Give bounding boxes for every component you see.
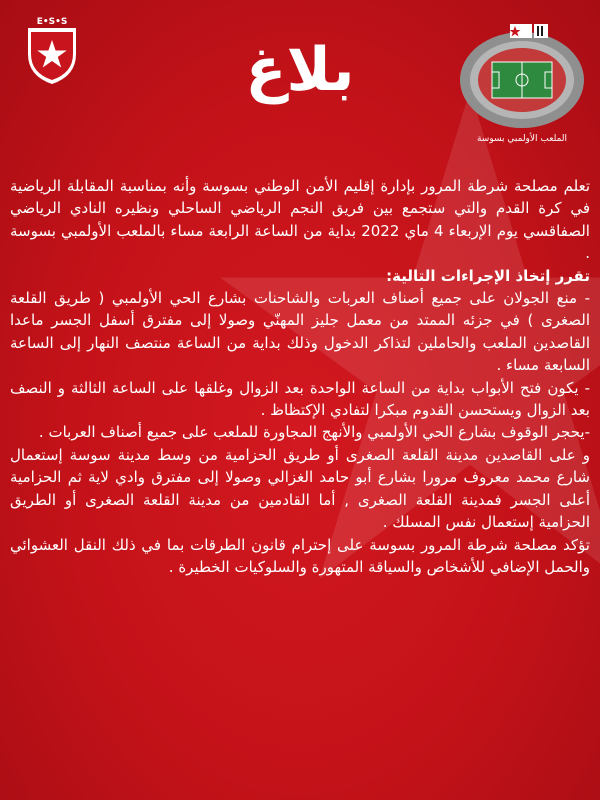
club-logo-text: E•S•S [36, 17, 68, 27]
measure-gates: - يكون فتح الأبواب بداية من الساعة الواحدة بعد الزوال وغلقها على الساعة الثالثة و النصف بعد الزوال ويستحسن القدوم مبكرا لتفادي الإكتظاظ . [10, 378, 590, 420]
measure-traffic-ban: - منع الجولان على جميع أصناف العربات والشاحنات بشارع الحي الأولمبي ( طريق القلعة الصغرى ) في جزئه الممتد من معمل جليز المهنّي وصولا إلى مفترق أسفل الجسر ماعدا القاصدين الملعب والحاملين لتذاكر الدخول وذلك بداية من الساعة منتصف النهار إلى الساعة السابعة مساء . [10, 289, 590, 375]
page-title: بلاغ [245, 35, 355, 105]
stadium-caption: الملعب الأولمبي بسوسة [476, 134, 568, 144]
closing-paragraph: تؤكد مصلحة شرطة المرور بسوسة على إحترام قانون الطرقات بما في ذلك النقل العشوائي والحمل الإضافي للأشخاص والسياقة المتهورة والسلوكيات الخطيرة . [10, 535, 590, 576]
measure-parking-ban: -يحجر الوقوف بشارع الحي الأولمبي والأنهج المجاورة للملعب على جميع أصناف العربات . [38, 423, 590, 442]
announcement-body [10, 175, 590, 578]
intro-paragraph: تعلم مصلحة شرطة المرور بإدارة إقليم الأمن الوطني بسوسة وأنه بمناسبة المقابلة الرياضية في كرة القدم والتي ستجمع بين فريق النجم الرياضي الساحلي ونظيره النادي الرياضي الصفاقسي يوم الإربعاء 4 ماي 2022 بداية من الساعة الرابعة مساء بالملعب الأولمبي بسوسة . [10, 177, 590, 263]
measures-heading: تقرر إتخاذ الإجراءات التالية: [386, 266, 590, 285]
measure-route: و على القاصدين مدينة القلعة الصغرى أو طريق الحزامية من وسط مدينة سوسة إستعمال شارع محمد معروف مرورا بشارع أبو حامد الغزالي وصولا إلى مفترق وادي لاية ثم الحزامية أعلى الجسر فمدينة القلعة الصغرى , أما القادمين من مدينة القلعة الصغرى أو الطريق الحزامية إستعمال نفس المسلك . [10, 445, 590, 532]
